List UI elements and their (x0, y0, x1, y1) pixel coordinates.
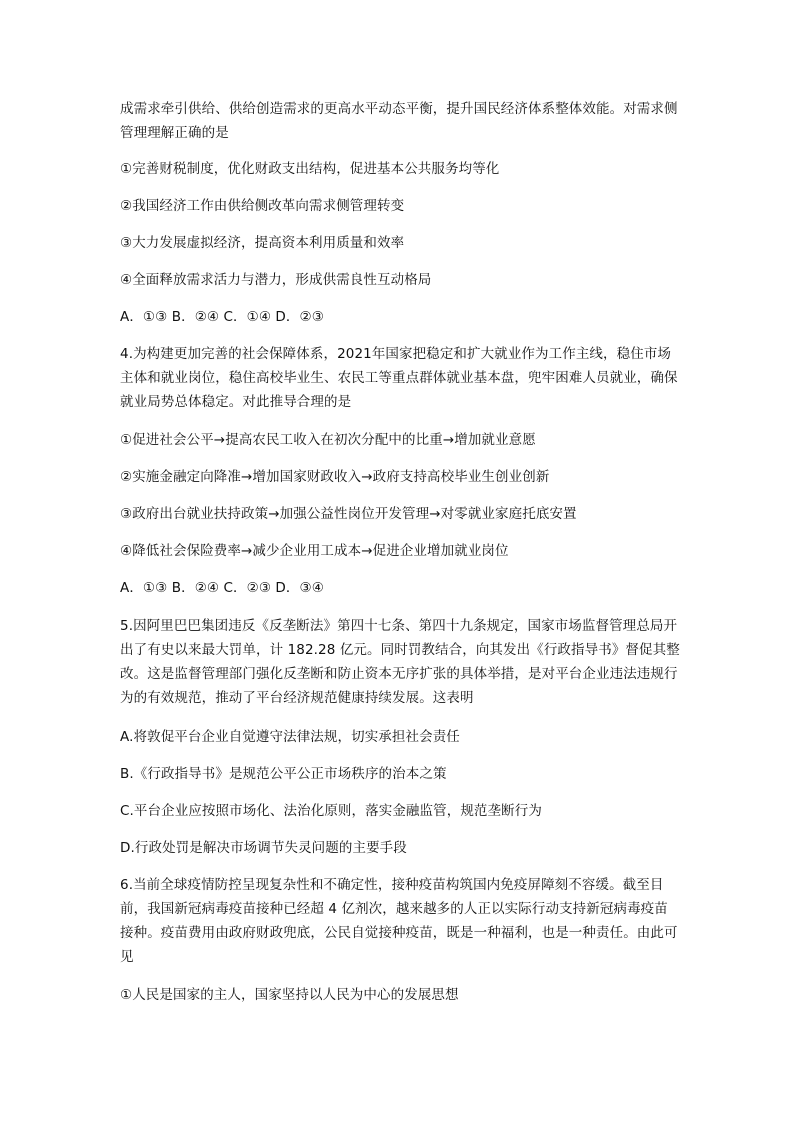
q6-stem: 6.当前全球疫情防控呈现复杂性和不确定性，接种疫苗构筑国内免疫屏障刻不容缓。截至目前，我国新冠病毒疫苗接种已经超 4 亿剂次，越来越多的人正以实际行动支持新冠病毒疫苗接种。疫苗费用由政府财政兜底，公民自觉接种疫苗，既是一种福利，也是一种责任。由此可见 (120, 877, 678, 965)
q4-item-3: ③政府出台就业扶持政策→加强公益性岗位开发管理→对零就业家庭托底安置 (120, 506, 577, 522)
q5-option-a: A.将敦促平台企业自觉遵守法律法规，切实承担社会责任 (120, 729, 460, 745)
q6-item-1: ①人民是国家的主人，国家坚持以人民为中心的发展思想 (120, 987, 459, 1003)
q5-option-c: C.平台企业应按照市场化、法治化原则，落实金融监管，规范垄断行为 (120, 803, 542, 819)
q5-option-d: D.行政处罚是解决市场调节失灵问题的主要手段 (120, 840, 407, 856)
q4-stem: 4.为构建更加完善的社会保障体系，2021年国家把稳定和扩大就业作为工作主线，稳住市场主体和就业岗位，稳住高校毕业生、农民工等重点群体就业基本盘，兜牢困难人员就业，确保就业局势总体稳定。对此推导合理的是 (120, 346, 678, 410)
q5-option-b: B.《行政指导书》是规范公平公正市场秩序的治本之策 (120, 766, 447, 782)
q3-item-3: ③大力发展虚拟经济，提高资本利用质量和效率 (120, 235, 405, 251)
q5-stem: 5.因阿里巴巴集团违反《反垄断法》第四十七条、第四十九条规定，国家市场监督管理总局开出了有史以来最大罚单，计 182.28 亿元。同时罚教结合，向其发出《行政指导书》督促其整改。这是监督管理部门强化反垄断和防止资本无序扩张的具体举措，是对平台企业违法违规行为的有效规范，推动了平台经济规范健康持续发展。这表明 (120, 618, 680, 706)
q4-item-2: ②实施金融定向降准→增加国家财政收入→政府支持高校毕业生创业创新 (120, 469, 550, 485)
q4-options: A．①③ B．②④ C．②③ D．③④ (120, 580, 324, 596)
q4-item-1: ①促进社会公平→提高农民工收入在初次分配中的比重→增加就业意愿 (120, 432, 536, 448)
q3-options: A．①③ B．②④ C．①④ D．②③ (120, 309, 324, 325)
q3-item-4: ④全面释放需求活力与潜力，形成供需良性互动格局 (120, 272, 432, 288)
q3-item-2: ②我国经济工作由供给侧改革向需求侧管理转变 (120, 198, 405, 214)
q3-stem: 成需求牵引供给、供给创造需求的更高水平动态平衡，提升国民经济体系整体效能。对需求侧管理理解正确的是 (120, 101, 678, 141)
q4-item-4: ④降低社会保险费率→减少企业用工成本→促进企业增加就业岗位 (120, 543, 509, 559)
q3-item-1: ①完善财税制度，优化财政支出结构，促进基本公共服务均等化 (120, 161, 500, 177)
